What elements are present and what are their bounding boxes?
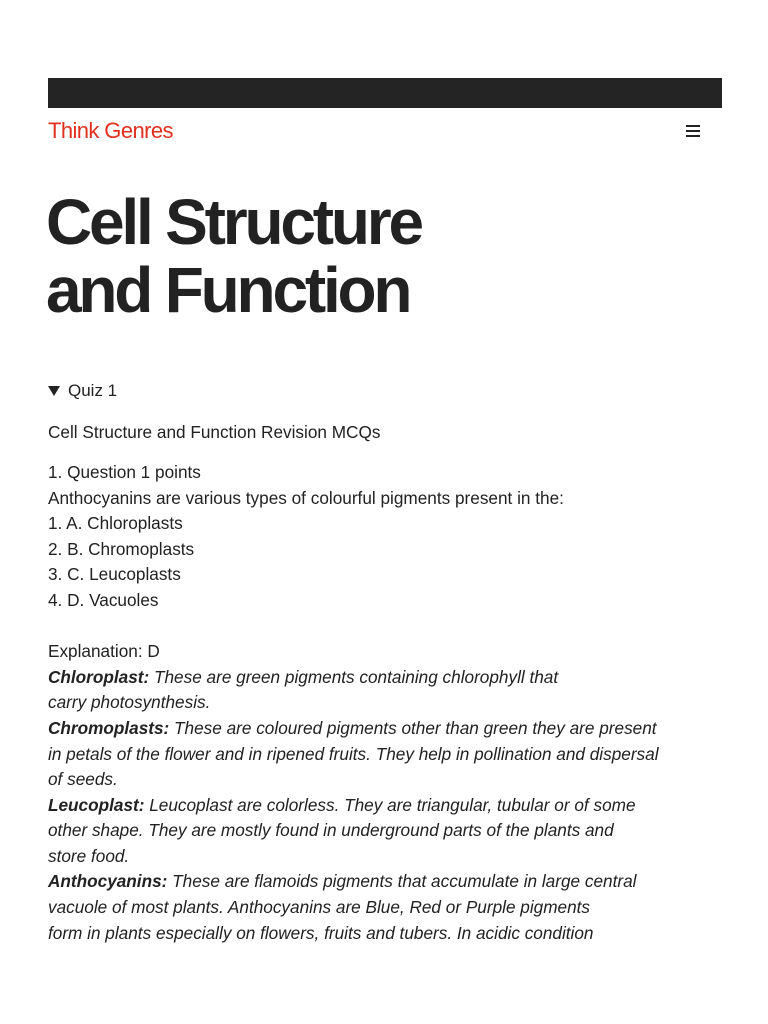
explanation bbox=[48, 639, 722, 946]
hamburger-menu-icon bbox=[686, 125, 700, 137]
quiz-toggle-label: Quiz 1 bbox=[68, 381, 118, 400]
explanation-text: These are green pigments containing chlorophyll that bbox=[149, 666, 559, 687]
explanation-term: Leucoplast: bbox=[48, 794, 145, 815]
explanation-item-leucoplast bbox=[48, 793, 722, 870]
explanation-text: of seeds. bbox=[48, 769, 118, 790]
page-title bbox=[46, 188, 726, 324]
page-title-line-1: Cell Structure bbox=[46, 186, 421, 258]
explanation-item-anthocyanins bbox=[48, 869, 722, 946]
explanation-item-chromoplasts bbox=[48, 716, 722, 793]
explanation-text: in petals of the flower and in ripened fruits. They help in pollination and dispersal bbox=[48, 743, 659, 764]
explanation-item-chloroplast bbox=[48, 665, 722, 716]
explanation-text: These are flamoids pigments that accumulate in large central bbox=[167, 871, 637, 892]
explanation-text: These are coloured pigments other than green they are present bbox=[169, 717, 657, 738]
quiz-content bbox=[48, 420, 722, 946]
explanation-text: store food. bbox=[48, 845, 130, 866]
menu-button[interactable] bbox=[678, 116, 708, 146]
explanation-label: Explanation: D bbox=[48, 641, 160, 662]
triangle-down-icon bbox=[48, 386, 60, 396]
question-1 bbox=[48, 460, 722, 614]
option-item[interactable]: 4. D. Vacuoles bbox=[48, 589, 159, 610]
question-header: 1. Question 1 points bbox=[48, 461, 201, 482]
quiz-subtitle: Cell Structure and Function Revision MCQs bbox=[48, 422, 381, 442]
site-header bbox=[48, 116, 722, 146]
explanation-term: Anthocyanins: bbox=[48, 871, 168, 892]
explanation-text: other shape. They are mostly found in underground parts of the plants and bbox=[48, 820, 614, 841]
option-item[interactable]: 2. B. Chromoplasts bbox=[48, 538, 195, 559]
option-item[interactable]: 1. A. Chloroplasts bbox=[48, 513, 183, 534]
explanation-term: Chromoplasts: bbox=[48, 717, 170, 738]
question-text: Anthocyanins are various types of colourful pigments present in the: bbox=[48, 487, 564, 508]
option-item[interactable]: 3. C. Leucoplasts bbox=[48, 564, 181, 585]
explanation-term: Chloroplast: bbox=[48, 666, 150, 687]
brand-logo-link[interactable]: Think Genres bbox=[48, 118, 173, 143]
explanation-text: form in plants especially on flowers, fruits and tubers. In acidic condition bbox=[48, 922, 594, 943]
option-list bbox=[48, 511, 722, 613]
quiz-toggle[interactable] bbox=[48, 381, 117, 401]
explanation-text: Leucoplast are colorless. They are triangular, tubular or of some bbox=[144, 794, 636, 815]
top-bar bbox=[48, 78, 722, 108]
explanation-text: vacuole of most plants. Anthocyanins are Blue, Red or Purple pigments bbox=[48, 897, 591, 918]
explanation-text: carry photosynthesis. bbox=[48, 692, 211, 713]
page-title-line-2: and Function bbox=[46, 254, 410, 326]
